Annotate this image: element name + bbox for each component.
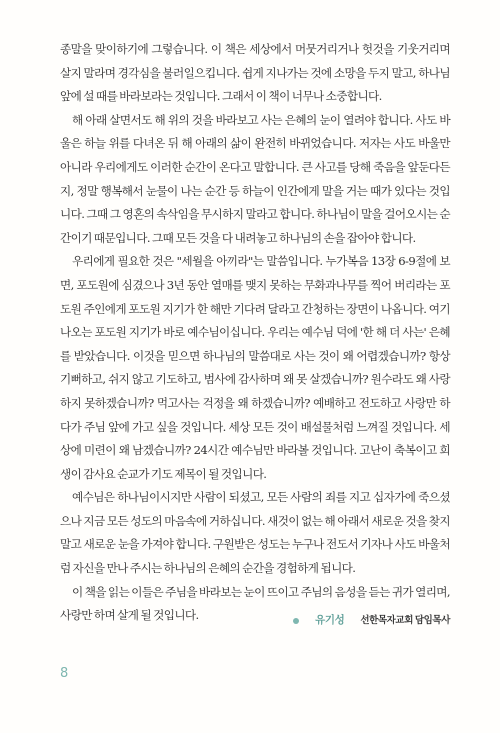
- paragraph-4: 예수님은 하나님이시지만 사람이 되셨고, 모든 사람의 죄를 지고 십자가에 죽으셨으나 지금 모든 성도의 마음속에 거하십니다. 새것이 없는 해 아래서 새로운 것을 찾지 말고 새로운 눈을 가져야 합니다. 구원받은 성도는 누구나 전도서 기자나 사도 바울처럼 자신을 만나 주시는 하나님의 은혜의 순간을 경험하게 됩니다.: [60, 490, 450, 576]
- signature-name: 유기성: [315, 614, 345, 627]
- bullet-icon: [293, 618, 299, 624]
- preface-body: [60, 38, 450, 633]
- paragraph-1: 종말을 맞이하기에 그렇습니다. 이 책은 세상에서 머뭇거리거나 헛것을 기웃거리며 살지 말라며 경각심을 불러일으킵니다. 쉽게 지나가는 것에 소망을 두지 말고, 하나님 앞에 설 때를 바라보라는 것입니다. 그래서 이 책이 너무나 소중합니다.: [60, 42, 450, 104]
- paragraph-5: 이 책을 읽는 이들은 주님을 바라보는 눈이 뜨이고 주님의 음성을 듣는 귀가 열리며, 사랑만 하며 살게 될 것입니다.: [60, 584, 450, 623]
- paragraph-3: 우리에게 필요한 것은 "세월을 아끼라"는 말씀입니다. 누가복음 13장 6-9절에 보면, 포도원에 심겼으나 3년 동안 열매를 맺지 못하는 무화과나무를 찍어 버리라는 포도원 주인에게 포도원 지기가 한 해만 기다려 달라고 간청하는 장면이 나옵니다. 여기 나오는 포도원 지기가 바로 예수님이십니다. 우리는 예수님 덕에 '한 해 더 사는' 은혜를 받았습니다. 이것을 믿으면 하나님의 말씀대로 사는 것이 왜 어렵겠습니까? 항상 기뻐하고, 쉬지 않고 기도하고, 범사에 감사하며 왜 못 살겠습니까? 원수라도 왜 사랑하지 못하겠습니까? 먹고사는 걱정을 왜 하겠습니까? 예배하고 전도하고 사랑만 하다가 주님 앞에 가고 싶을 것입니다. 세상 모든 것이 배설물처럼 느껴질 것입니다. 세상에 미련이 왜 남겠습니까? 24시간 예수님만 바라볼 것입니다. 고난이 축복이고 희생이 감사요 순교가 기도 제목이 될 것입니다.: [60, 254, 450, 481]
- signature-title: 선한목자교회 담임목사: [360, 615, 450, 627]
- author-signature: [293, 609, 450, 633]
- closing-paragraph: [60, 581, 450, 628]
- paragraph-2: 해 아래 살면서도 해 위의 것을 바라보고 사는 은혜의 눈이 열려야 합니다. 사도 바울은 하늘 위를 다녀온 뒤 해 아래의 삶이 완전히 바뀌었습니다. 저자는 사도 바울만 아니라 우리에게도 이러한 순간이 온다고 말합니다. 큰 사고를 당해 죽음을 앞둔다든지, 정말 행복해서 눈물이 나는 순간 등 하늘이 인간에게 말을 거는 때가 있다는 것입니다. 그때 그 영혼의 속삭임을 무시하지 말라고 합니다. 하나님이 말을 걸어오시는 순간이기 때문입니다. 그때 모든 것을 다 내려놓고 하나님의 손을 잡아야 합니다.: [60, 112, 450, 245]
- page-number: 8: [60, 666, 69, 681]
